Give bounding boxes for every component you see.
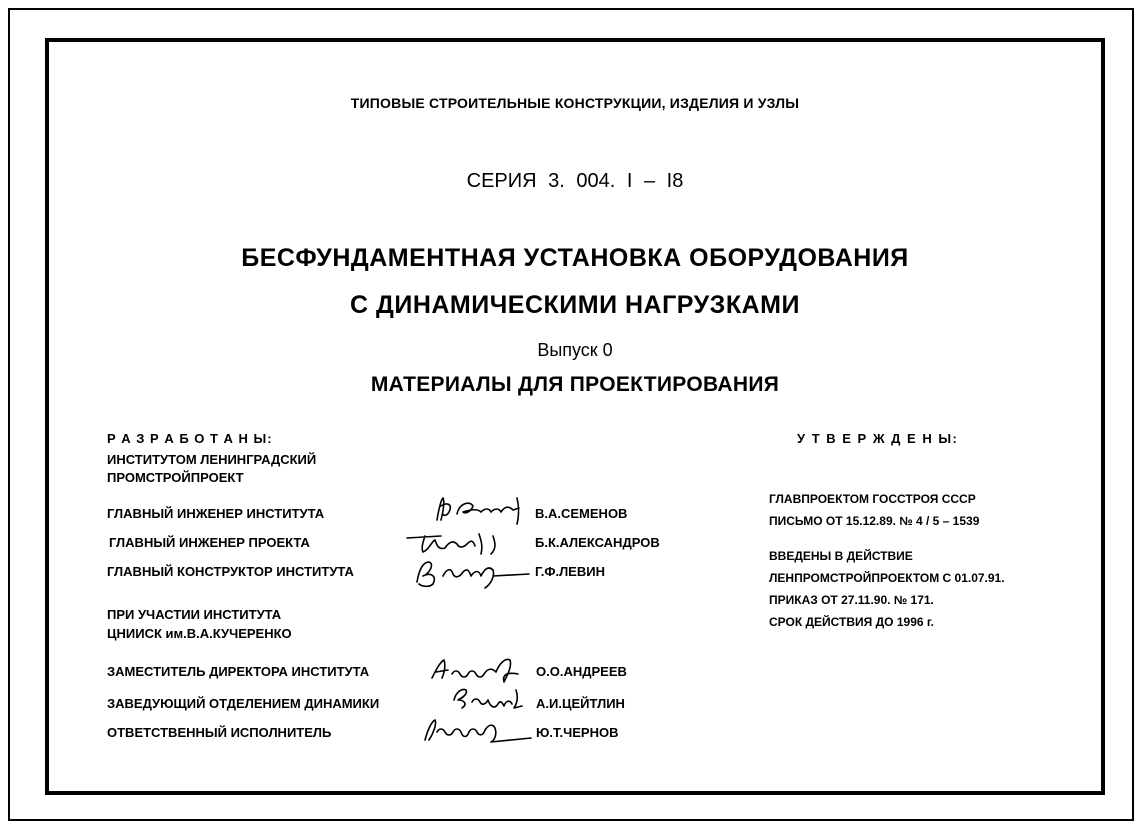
signature-chernov: [417, 714, 537, 748]
document-title-line-2: С ДИНАМИЧЕСКИМИ НАГРУЗКАМИ: [350, 291, 800, 319]
approved-line-2: ПИСЬМО ОТ 15.12.89. № 4 / 5 – 1539: [769, 514, 980, 528]
document-title-line-1: БЕСФУНДАМЕНТНАЯ УСТАНОВКА ОБОРУДОВАНИЯ: [241, 244, 909, 272]
signature-levin: [407, 554, 537, 592]
approved-line-1: ГЛАВПРОЕКТОМ ГОССТРОЯ СССР: [769, 492, 976, 506]
signature-semenov: [429, 492, 539, 528]
signatory-position: ГЛАВНЫЙ ИНЖЕНЕР ИНСТИТУТА: [107, 506, 325, 521]
signatory-position: ГЛАВНЫЙ ИНЖЕНЕР ПРОЕКТА: [109, 535, 310, 550]
approved-heading: У Т В Е Р Ж Д Е Н Ы:: [797, 431, 959, 446]
signatory-position: ЗАВЕДУЮЩИЙ ОТДЕЛЕНИЕМ ДИНАМИКИ: [107, 696, 380, 711]
signatory-name: Г.Ф.ЛЕВИН: [535, 564, 605, 579]
signatory-name: В.А.СЕМЕНОВ: [535, 506, 628, 521]
participation-line-2: ЦНИИСК им.В.А.КУЧЕРЕНКО: [107, 626, 292, 641]
signatory-position: ОТВЕТСТВЕННЫЙ ИСПОЛНИТЕЛЬ: [107, 725, 332, 740]
developed-heading: Р А З Р А Б О Т А Н Ы:: [107, 431, 273, 446]
signatory-position: ЗАМЕСТИТЕЛЬ ДИРЕКТОРА ИНСТИТУТА: [107, 664, 370, 679]
series-header: ТИПОВЫЕ СТРОИТЕЛЬНЫЕ КОНСТРУКЦИИ, ИЗДЕЛИЯ И УЗЛЫ: [350, 95, 800, 111]
signatory-name: Б.К.АЛЕКСАНДРОВ: [535, 535, 660, 550]
approved-line-3: ВВЕДЕНЫ В ДЕЙСТВИЕ: [769, 549, 913, 563]
title-page-frame: [45, 38, 1105, 795]
developer-org-line-2: ПРОМСТРОЙПРОЕКТ: [107, 470, 244, 485]
signatory-name: О.О.АНДРЕЕВ: [536, 664, 627, 679]
signature-tseitlin: [444, 682, 539, 716]
issue-number: Выпуск 0: [537, 340, 613, 360]
developer-org-line-1: ИНСТИТУТОМ ЛЕНИНГРАДСКИЙ: [107, 452, 317, 467]
approved-line-6: СРОК ДЕЙСТВИЯ ДО 1996 г.: [769, 615, 935, 629]
signatory-name: А.И.ЦЕЙТЛИН: [536, 696, 625, 711]
signatory-name: Ю.Т.ЧЕРНОВ: [536, 725, 619, 740]
document-subtitle: МАТЕРИАЛЫ ДЛЯ ПРОЕКТИРОВАНИЯ: [370, 373, 780, 396]
series-number: СЕРИЯ 3. 004. I – I8: [466, 170, 684, 192]
approved-line-4: ЛЕНПРОМСТРОЙПРОЕКТОМ С 01.07.91.: [769, 571, 1005, 585]
approved-line-5: ПРИКАЗ ОТ 27.11.90. № 171.: [769, 593, 934, 607]
signature-andreev: [426, 652, 536, 686]
signatory-position: ГЛАВНЫЙ КОНСТРУКТОР ИНСТИТУТА: [107, 564, 354, 579]
participation-line-1: ПРИ УЧАСТИИ ИНСТИТУТА: [107, 607, 282, 622]
